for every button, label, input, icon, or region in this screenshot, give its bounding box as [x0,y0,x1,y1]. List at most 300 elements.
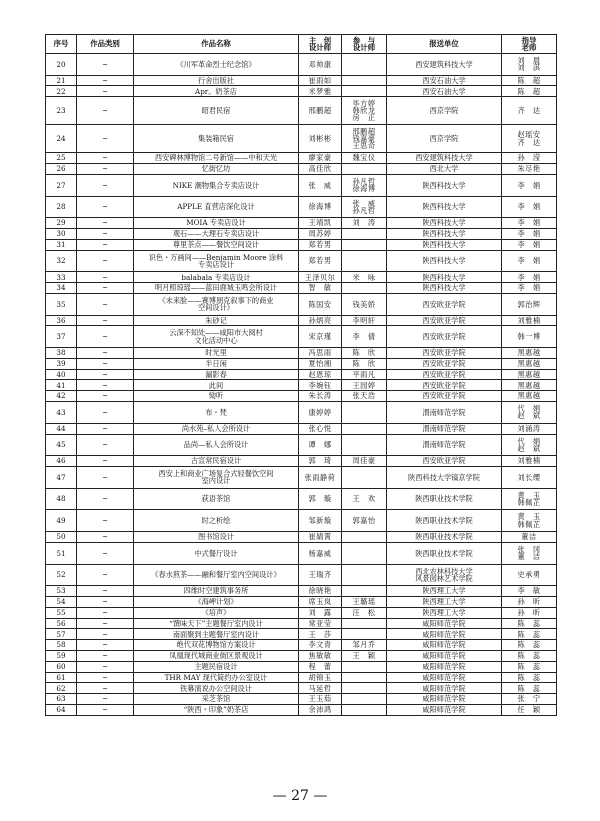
row-main-designer: 邢鹏超 [299,97,342,125]
table-row [46,672,557,683]
table-row [46,402,557,424]
row-category: ~ [77,488,134,510]
row-main-designer: 李文青 [299,640,342,651]
row-category: ~ [77,326,134,348]
table-row [46,683,557,694]
row-advisor: 史承勇 [502,564,557,586]
table-row [46,293,557,315]
row-number: 46 [46,456,77,467]
row-number: 22 [46,86,77,97]
table-row [46,456,557,467]
row-category: ~ [77,218,134,229]
row-submitting-unit: 咸阳师范学院 [387,672,502,683]
row-advisor: 张 冈 董 洁 [502,542,557,564]
row-category: ~ [77,75,134,86]
row-submitting-unit: 陕西科技大学 [387,239,502,250]
row-advisor: 李 娟 [502,196,557,218]
row-work-name: 《未来脸——赛博朋克叙事下的商业 空间设计》 [134,293,299,315]
table-row [46,542,557,564]
row-main-designer: 王瑞齐 [299,564,342,586]
row-advisor: 张 宁 [502,694,557,705]
row-number: 58 [46,640,77,651]
row-advisor: 齐 达 [502,97,557,125]
row-work-name: 图书馆设计 [134,532,299,543]
row-main-designer: 杨嘉威 [299,542,342,564]
table-header [46,35,557,54]
row-participating-designer: 王 欢 [342,488,387,510]
row-submitting-unit: 西安欧亚学院 [387,326,502,348]
table-row [46,694,557,705]
row-participating-designer [342,629,387,640]
row-category: ~ [77,564,134,586]
table-row [46,380,557,391]
row-participating-designer [342,542,387,564]
row-main-designer: 崔婧霄 [299,532,342,543]
table-row [46,86,557,97]
row-number: 56 [46,618,77,629]
row-main-designer: 刘 露 [299,607,342,618]
row-category: ~ [77,607,134,618]
row-work-name: 漏影春 [134,369,299,380]
row-number: 48 [46,488,77,510]
row-category: ~ [77,542,134,564]
row-category: ~ [77,196,134,218]
row-participating-designer: 邹月乔 [342,640,387,651]
row-work-name: 集装箱民宿 [134,125,299,153]
row-participating-designer [342,618,387,629]
row-number: 32 [46,250,77,272]
row-submitting-unit: 咸阳师范学院 [387,683,502,694]
row-work-name: “陕西・印象”奶茶店 [134,705,299,716]
row-number: 38 [46,348,77,359]
row-category: ~ [77,153,134,164]
row-number: 47 [46,467,77,489]
row-submitting-unit: 咸阳师范学院 [387,618,502,629]
row-participating-designer [342,402,387,424]
row-submitting-unit: 西安欧亚学院 [387,293,502,315]
row-advisor: 刘长缨 [502,467,557,489]
row-advisor: 韩一博 [502,326,557,348]
row-participating-designer [342,467,387,489]
row-main-designer: 朱长涛 [299,391,342,402]
row-number: 40 [46,369,77,380]
row-participating-designer [342,86,387,97]
table-row [46,423,557,434]
row-participating-designer [342,532,387,543]
row-work-name: balabala 专卖店设计 [134,272,299,283]
row-work-name: 《春水煎茶——融和餐厅室内空间设计》 [134,564,299,586]
row-main-designer: 谭 娜 [299,434,342,456]
row-submitting-unit: 西安建筑科技大学 [387,54,502,76]
table-row [46,75,557,86]
row-category: ~ [77,705,134,716]
row-advisor: 黑惠越 [502,369,557,380]
row-work-name: 明月照琼瑶——蓝田鹿城玉鸣会所设计 [134,283,299,294]
row-work-name: 尊里茶点——餐饮空间设计 [134,239,299,250]
row-participating-designer [342,423,387,434]
row-submitting-unit: 咸阳师范学院 [387,651,502,662]
table-body [46,54,557,716]
row-participating-designer: 王璐瑶 [342,597,387,608]
row-submitting-unit: 西安石油大学 [387,86,502,97]
row-advisor: 陈 超 [502,86,557,97]
table-row [46,629,557,640]
row-number: 57 [46,629,77,640]
row-work-name: 《培声》 [134,607,299,618]
row-number: 62 [46,683,77,694]
row-advisor: 李 娟 [502,229,557,240]
row-participating-designer: 孙凡哲 徐海博 [342,174,387,196]
header-participating-designer: 参 与 设计师 [342,35,387,54]
row-advisor: 黄 玉 韩佩芷 [502,488,557,510]
row-submitting-unit: 咸阳师范学院 [387,705,502,716]
row-advisor: 朱尽艳 [502,164,557,175]
row-advisor: 刘 晨 刘 淇 [502,54,557,76]
row-participating-designer [342,283,387,294]
row-main-designer: 廖家豪 [299,153,342,164]
row-work-name: 恸听 [134,391,299,402]
row-category: ~ [77,434,134,456]
row-category: ~ [77,402,134,424]
table-row [46,358,557,369]
row-category: ~ [77,618,134,629]
row-submitting-unit: 西安石油大学 [387,75,502,86]
row-main-designer: 席玉岚 [299,597,342,608]
row-main-designer: 周苏婷 [299,229,342,240]
page-number: — 27 — [272,788,328,804]
row-number: 55 [46,607,77,618]
row-main-designer: 邹新璇 [299,510,342,532]
table-row [46,250,557,272]
row-submitting-unit: 咸阳师范学院 [387,661,502,672]
row-submitting-unit: 西京学院 [387,125,502,153]
row-submitting-unit: 西安欧亚学院 [387,391,502,402]
row-work-name: 品尚—私人会所设计 [134,434,299,456]
row-number: 39 [46,358,77,369]
row-advisor: 孙 滢 [502,153,557,164]
row-submitting-unit: 西北农林科技大学 风景园林艺术学院 [387,564,502,586]
table-row [46,348,557,359]
row-participating-designer: 郭嘉怡 [342,510,387,532]
row-main-designer: 张心悦 [299,423,342,434]
row-work-name: 时之析绘 [134,510,299,532]
row-submitting-unit: 陕西理工大学 [387,597,502,608]
row-number: 59 [46,651,77,662]
row-advisor: 陈 蕊 [502,661,557,672]
row-participating-designer: 汪 松 [342,607,387,618]
row-submitting-unit: 陕西职业技术学院 [387,542,502,564]
row-participating-designer [342,705,387,716]
row-category: ~ [77,250,134,272]
row-work-name: 观石——大理石专卖店设计 [134,229,299,240]
row-participating-designer: 王园婷 [342,380,387,391]
row-advisor: 陈 蕊 [502,651,557,662]
row-main-designer: 宋京瑾 [299,326,342,348]
row-category: ~ [77,380,134,391]
row-main-designer: 孙炳亮 [299,315,342,326]
row-number: 63 [46,694,77,705]
row-work-name: 主题民宿设计 [134,661,299,672]
row-participating-designer: 王 颖 [342,651,387,662]
row-number: 52 [46,564,77,586]
row-participating-designer [342,694,387,705]
table-row [46,597,557,608]
header-work-name: 作品名称 [134,35,299,54]
row-number: 20 [46,54,77,76]
row-advisor: 郭治辉 [502,293,557,315]
row-participating-designer: 张 威 孙凡哲 [342,196,387,218]
row-number: 29 [46,218,77,229]
row-submitting-unit: 陕西科技大学 [387,174,502,196]
row-category: ~ [77,293,134,315]
header-advisor: 指导 老师 [502,35,557,54]
row-advisor: 任 颖 [502,705,557,716]
row-main-designer: 王 莎 [299,629,342,640]
table-row [46,532,557,543]
row-main-designer: 郑若男 [299,239,342,250]
table-row [46,54,557,76]
table-row [46,705,557,716]
table-row [46,391,557,402]
row-main-designer: 崔雨如 [299,75,342,86]
row-advisor: 代 娟 赵 斌 [502,434,557,456]
row-category: ~ [77,283,134,294]
row-main-designer: 胡锦玉 [299,672,342,683]
row-participating-designer [342,434,387,456]
row-category: ~ [77,672,134,683]
row-category: ~ [77,651,134,662]
row-participating-designer [342,229,387,240]
row-work-name: 忆街忆坊 [134,164,299,175]
row-participating-designer: 陈 欣 [342,348,387,359]
row-category: ~ [77,629,134,640]
row-category: ~ [77,239,134,250]
row-category: ~ [77,694,134,705]
row-advisor: 黑惠越 [502,391,557,402]
row-number: 24 [46,125,77,153]
row-work-name: 铁幕演说办公空间设计 [134,683,299,694]
row-advisor: 陈 蕊 [502,672,557,683]
row-participating-designer [342,672,387,683]
row-number: 25 [46,153,77,164]
row-category: ~ [77,348,134,359]
row-participating-designer: 张天浩 [342,391,387,402]
row-submitting-unit: 咸阳师范学院 [387,629,502,640]
row-number: 44 [46,423,77,434]
row-advisor: 李 娟 [502,239,557,250]
row-work-name: 西安上和商业广场复合式轻餐饮空间 室内设计 [134,467,299,489]
row-participating-designer [342,54,387,76]
row-advisor: 赵瑶安 齐 达 [502,125,557,153]
row-participating-designer: 米 咏 [342,272,387,283]
row-category: ~ [77,456,134,467]
row-work-name: Apr。奶茶店 [134,86,299,97]
row-work-name: NIKE 潮物集合专卖店设计 [134,174,299,196]
awards-table [45,34,557,716]
row-advisor: 黑惠越 [502,348,557,359]
row-number: 36 [46,315,77,326]
row-main-designer: 李婉钰 [299,380,342,391]
row-submitting-unit: 陕西理工大学 [387,586,502,597]
row-submitting-unit: 西安欧亚学院 [387,358,502,369]
row-submitting-unit: 渭南师范学院 [387,434,502,456]
table-row [46,97,557,125]
row-main-designer: 徐海博 [299,196,342,218]
row-number: 42 [46,391,77,402]
row-main-designer: 冯思雨 [299,348,342,359]
row-submitting-unit: 陕西科技大学 [387,218,502,229]
row-main-designer: 邓帅康 [299,54,342,76]
row-main-designer: 马延哲 [299,683,342,694]
row-submitting-unit: 西安欧亚学院 [387,315,502,326]
table-row [46,369,557,380]
table-row [46,174,557,196]
table-row [46,283,557,294]
row-advisor: 陈 蕊 [502,618,557,629]
row-work-name: 识色・万画间——Benjamin Moore 涂料 专卖店设计 [134,250,299,272]
row-number: 53 [46,586,77,597]
row-advisor: 刘雅楠 [502,456,557,467]
row-participating-designer [342,239,387,250]
row-participating-designer [342,586,387,597]
row-work-name: 《川军革命烈士纪念馆》 [134,54,299,76]
row-participating-designer: 李 倩 [342,326,387,348]
row-number: 43 [46,402,77,424]
row-main-designer: 郭 琦 [299,456,342,467]
row-number: 37 [46,326,77,348]
row-number: 45 [46,434,77,456]
row-submitting-unit: 西安建筑科技大学 [387,153,502,164]
header-main-designer: 主 创 设计师 [299,35,342,54]
row-main-designer: 刘彬彬 [299,125,342,153]
header-submitting-unit: 报送单位 [387,35,502,54]
row-work-name: 行舍出版社 [134,75,299,86]
row-advisor: 刘雅楠 [502,315,557,326]
row-main-designer: 郭 璇 [299,488,342,510]
table-row [46,651,557,662]
row-number: 54 [46,597,77,608]
row-submitting-unit: 西京学院 [387,97,502,125]
row-submitting-unit: 陕西职业技术学院 [387,488,502,510]
table-row [46,607,557,618]
row-category: ~ [77,597,134,608]
row-work-name: 西安碑林博物馆二号新馆——中和天光 [134,153,299,164]
row-category: ~ [77,467,134,489]
table-row [46,326,557,348]
table-row [46,510,557,532]
table-row [46,434,557,456]
row-participating-designer [342,683,387,694]
row-category: ~ [77,315,134,326]
row-advisor: 陈 蕊 [502,640,557,651]
row-advisor: 孙 昕 [502,607,557,618]
row-advisor: 李 娟 [502,272,557,283]
table-row [46,618,557,629]
row-number: 30 [46,229,77,240]
table-row [46,153,557,164]
row-submitting-unit: 渭南师范学院 [387,423,502,434]
row-category: ~ [77,683,134,694]
row-advisor: 孙 昕 [502,597,557,608]
row-category: ~ [77,229,134,240]
row-category: ~ [77,125,134,153]
row-submitting-unit: 渭南师范学院 [387,402,502,424]
row-main-designer: 夏怡湘 [299,358,342,369]
row-category: ~ [77,54,134,76]
row-category: ~ [77,86,134,97]
table-row [46,586,557,597]
row-advisor: 陈 蕊 [502,629,557,640]
row-advisor: 李 娟 [502,218,557,229]
row-category: ~ [77,423,134,434]
row-participating-designer: 陈 欣 [342,358,387,369]
row-number: 21 [46,75,77,86]
row-submitting-unit: 陕西职业技术学院 [387,510,502,532]
row-category: ~ [77,97,134,125]
table-row [46,272,557,283]
row-submitting-unit: 西安欧亚学院 [387,380,502,391]
row-submitting-unit: 陕西科技大学 [387,272,502,283]
row-submitting-unit: 西安欧亚学院 [387,369,502,380]
row-main-designer: 郑若男 [299,250,342,272]
row-main-designer: 王玉茹 [299,694,342,705]
table-row [46,239,557,250]
row-work-name: 《海岬计划》 [134,597,299,608]
row-main-designer: 徐晓艳 [299,586,342,597]
row-work-name: 朱砂记 [134,315,299,326]
row-number: 26 [46,164,77,175]
row-work-name: 凤凰现代城商业街区景观设计 [134,651,299,662]
row-submitting-unit: 西北大学 [387,164,502,175]
row-submitting-unit: 咸阳师范学院 [387,694,502,705]
row-advisor: 董洁 [502,532,557,543]
row-work-name: 半日闲 [134,358,299,369]
row-number: 60 [46,661,77,672]
row-participating-designer [342,250,387,272]
row-participating-designer [342,75,387,86]
row-category: ~ [77,640,134,651]
row-participating-designer: 毕方婷 韩欣龙 房 正 [342,97,387,125]
row-participating-designer: 平雨凡 [342,369,387,380]
row-advisor: 黑惠越 [502,358,557,369]
row-number: 61 [46,672,77,683]
row-advisor: 李 娟 [502,174,557,196]
row-submitting-unit: 陕西科技大学 [387,229,502,240]
row-main-designer: 陈国安 [299,293,342,315]
row-work-name: 此间 [134,380,299,391]
header-category: 作品类别 [77,35,134,54]
row-main-designer: 常亚莹 [299,618,342,629]
row-category: ~ [77,174,134,196]
row-advisor: 陈 蕊 [502,683,557,694]
row-submitting-unit: 西安欧亚学院 [387,348,502,359]
row-category: ~ [77,391,134,402]
row-work-name: 采芝茶馆 [134,694,299,705]
row-submitting-unit: 咸阳师范学院 [387,640,502,651]
row-participating-designer: 李明轩 [342,315,387,326]
row-number: 49 [46,510,77,532]
row-participating-designer [342,164,387,175]
row-number: 50 [46,532,77,543]
row-work-name: APPLE 直营店深化设计 [134,196,299,218]
row-work-name: THR MAY 现代简约办公室设计 [134,672,299,683]
row-submitting-unit: 陕西理工大学 [387,607,502,618]
table-row [46,564,557,586]
row-number: 41 [46,380,77,391]
table-row [46,229,557,240]
table-row [46,164,557,175]
row-work-name: 中式餐厅设计 [134,542,299,564]
